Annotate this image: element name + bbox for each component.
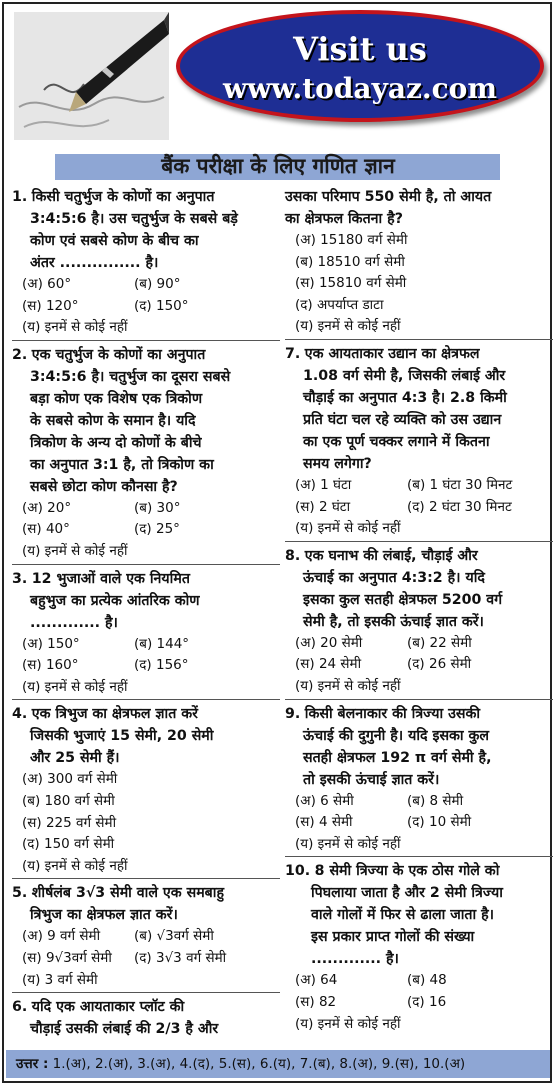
option-row [12,296,280,318]
option-row [285,812,553,834]
answer-option: (अ) 150° [22,635,80,652]
option-row [285,633,553,655]
question-line [12,432,280,454]
option-row [12,813,280,835]
question-text: त्रिभुज का क्षेत्रफल ज्ञात करें। [30,907,178,924]
question-divider [285,541,553,542]
question-line [12,454,280,476]
question-line [285,409,553,431]
question-number: 1. [12,189,28,205]
question-text: और 25 सेमी हैं। [30,750,120,767]
question-line [285,589,553,611]
option-row [12,948,280,970]
option-row [285,252,553,274]
answer-option: (ब) 18510 वर्ग सेमी [295,253,405,270]
answer-key-text: 1.(अ), 2.(अ), 3.(अ), 4.(द), 5.(स), 6.(य), 7.(ब), 8.(अ), 9.(स), 10.(अ) [52,1056,466,1072]
question-line [285,365,553,387]
answer-option: (द) 3√3 वर्ग सेमी [134,949,227,966]
visit-us-text: Visit us [293,30,427,68]
question-block [12,344,280,563]
page-title: बैंक परीक्षा के लिए गणित ज्ञान [161,154,395,178]
question-line [12,476,280,498]
question-text: सबसे छोटा कोण कौनसा है? [30,478,178,495]
answer-option: (द) 16 [407,993,447,1010]
option-row [12,677,280,699]
question-text: एक घनाभ की लंबाई, चौड़ाई और [304,547,478,564]
question-text: शीर्षलंब 3√3 सेमी वाले एक समबाहु [31,885,224,902]
question-line [285,747,553,769]
fountain-pen-image [14,12,169,140]
question-line [12,388,280,410]
answer-option: (अ) 300 वर्ग सेमी [22,771,118,788]
answer-option: (ब) 144° [134,635,190,652]
question-block [12,186,280,339]
question-text: का क्षेत्रफल कितना है? [285,211,403,227]
question-line [285,343,553,365]
question-text: 12 भुजाओं वाले एक नियमित [31,570,190,587]
answer-option: (स) 120° [22,297,79,314]
question-text: तो इसकी ऊंचाई ज्ञात करें। [303,771,440,788]
question-text: ............. है। [30,614,118,631]
question-number: 7. [285,345,301,362]
question-text: के सबसे कोण के समान है। यदि [30,412,196,429]
answer-option: (द) 2 घंटा 30 मिनट [407,498,512,515]
answer-option: (अ) 60° [22,276,72,292]
option-row [12,856,280,878]
question-block [285,860,553,1035]
answer-option: (स) 82 [295,993,337,1010]
option-row [285,834,553,856]
left-column [12,186,280,1040]
answer-option: (य) इनमें से कोई नहीं [295,835,401,852]
option-row [285,497,553,519]
question-block [285,186,553,338]
question-block [12,703,280,877]
header-banner [4,4,552,149]
answer-option: (ब) 8 सेमी [407,792,464,809]
question-text: इसका कुल सतही क्षेत्रफल 5200 वर्ग [303,591,503,608]
question-text: चौड़ाई उसकी लंबाई की 2/3 है और [30,1021,219,1038]
answer-key-label: उत्तर : [16,1056,49,1072]
question-text: एक त्रिभुज का क्षेत्रफल ज्ञात करें [31,706,198,723]
question-text: 3:4:5:6 है। उस चतुर्भुज के सबसे बड़े [30,211,238,227]
question-line [12,252,280,274]
question-text: एक आयताकार उद्यान का क्षेत्रफल [304,345,480,362]
question-line [285,567,553,589]
option-row [285,654,553,676]
question-line [285,387,553,409]
question-line [12,1018,280,1040]
question-number: 9. [285,705,301,722]
answer-option: (अ) 6 सेमी [295,792,354,809]
question-text: चौड़ाई का अनुपात 4:3 है। 2.8 किमी [303,389,507,406]
answer-key-bar [6,1050,550,1078]
answer-option: (द) 10 सेमी [407,814,472,831]
question-text: का एक पूर्ण चक्कर लगाने में कितना [303,433,490,450]
question-text: वाले गोलों में फिर से ढाला जाता है। [311,907,495,924]
question-line [12,996,280,1018]
answer-option: (स) 2 घंटा [295,498,351,515]
option-row [12,634,280,656]
answer-option: (य) इनमें से कोई नहीं [295,318,401,335]
option-row [285,791,553,813]
website-url-link[interactable]: www.todayaz.com [223,72,497,105]
option-row [285,970,553,992]
question-line [285,882,553,904]
question-number: 2. [12,346,28,363]
option-row [285,273,553,295]
answer-option: (द) अपर्याप्त डाटा [295,296,384,313]
answer-option: (ब) 22 सेमी [407,634,472,651]
question-block [285,545,553,698]
question-text: किसी बेलनाकार की त्रिज्या उसकी [304,705,481,722]
question-line [12,230,280,252]
question-line [285,208,553,230]
answer-option: (ब) 1 घंटा 30 मिनट [407,476,513,493]
question-line [285,860,553,882]
question-line [285,703,553,725]
answer-option: (ब) 30° [134,499,181,516]
answer-option: (द) 150 वर्ग सेमी [22,836,115,853]
question-block [12,882,280,991]
question-divider [12,564,280,565]
question-text: सतही क्षेत्रफल 192 π वर्ग सेमी है, [303,749,492,766]
option-row [285,316,553,338]
answer-option: (ब) √3वर्ग सेमी [134,928,214,945]
question-number: 8. [285,547,301,564]
question-text: किसी चतुर्भुज के कोणों का अनुपात [31,189,215,205]
answer-option: (स) 15810 वर्ग सेमी [295,275,407,292]
question-line [12,410,280,432]
question-block [12,568,280,699]
question-line [12,725,280,747]
question-text: सेमी है, तो इसकी ऊंचाई ज्ञात करें। [303,613,484,630]
question-line [285,948,553,970]
question-text: उसका परिमाप 550 सेमी है, तो आयत [285,189,492,205]
question-text: समय लगेगा? [303,455,372,472]
option-row [12,317,280,339]
answer-option: (य) इनमें से कोई नहीं [22,678,128,695]
answer-option: (द) 26 सेमी [407,656,472,673]
question-line [12,703,280,725]
answer-option: (स) 9√3वर्ग सेमी [22,949,112,966]
question-block [12,996,280,1040]
question-line [285,926,553,948]
question-line [12,882,280,904]
option-row [285,518,553,540]
question-text: ............. है। [311,951,399,968]
question-number: 10. [285,863,311,880]
option-row [285,676,553,698]
answer-option: (अ) 1 घंटा [295,476,352,493]
answer-option: (स) 4 सेमी [295,814,353,831]
answer-option: (ब) 48 [407,972,447,989]
question-divider [285,856,553,857]
answer-option: (य) इनमें से कोई नहीं [22,319,128,336]
option-row [12,926,280,948]
answer-option: (द) 156° [134,657,189,674]
option-row [285,1014,553,1036]
question-line [12,904,280,926]
question-number: 4. [12,706,28,723]
question-line [285,769,553,791]
question-line [285,611,553,633]
answer-option: (अ) 64 [295,972,338,989]
answer-option: (द) 150° [134,297,189,314]
question-text: 1.08 वर्ग सेमी है, जिसकी लंबाई और [303,367,506,384]
question-line [285,453,553,475]
option-row [12,791,280,813]
answer-option: (य) इनमें से कोई नहीं [22,542,128,559]
question-line [12,747,280,769]
option-row [12,519,280,541]
option-row [285,295,553,317]
question-text: यदि एक आयताकार प्लॉट की [31,999,185,1016]
question-text: पिघलाया जाता है और 2 सेमी त्रिज्या [311,885,503,902]
answer-option: (य) इनमें से कोई नहीं [22,857,128,874]
answer-option: (स) 160° [22,657,79,674]
question-text: 8 सेमी त्रिज्या के एक ठोस गोले को [314,863,500,880]
question-text: जिसकी भुजाएं 15 सेमी, 20 सेमी [30,728,214,745]
question-divider [285,339,553,340]
answer-option: (य) इनमें से कोई नहीं [295,677,401,694]
question-line [12,208,280,230]
option-row [12,970,280,992]
answer-option: (य) इनमें से कोई नहीं [295,520,401,537]
question-text: ऊंचाई की दुगुनी है। यदि इसका कुल [303,727,490,744]
question-text: प्रति घंटा चल रहे व्यक्ति को उस उद्यान [303,411,502,428]
question-line [285,545,553,567]
answer-option: (य) 3 वर्ग सेमी [22,971,98,988]
answer-option: (अ) 20 सेमी [295,634,363,651]
question-block [285,703,553,856]
answer-option: (स) 24 सेमी [295,656,362,673]
answer-option: (अ) 15180 वर्ग सेमी [295,232,408,248]
question-text: त्रिकोण के अन्य दो कोणों के बीचे [30,434,202,451]
question-divider [12,699,280,700]
question-text: 3:4:5:6 है। चतुर्भुज का दूसरा सबसे [30,368,231,385]
answer-option: (ब) 180 वर्ग सेमी [22,792,115,809]
question-line [12,590,280,612]
option-row [12,769,280,791]
option-row [12,655,280,677]
question-divider [285,699,553,700]
question-text: बड़ा कोण एक विशेष एक त्रिकोण [30,390,203,407]
answer-option: (य) इनमें से कोई नहीं [295,1015,401,1032]
answer-option: (अ) 20° [22,499,72,516]
answer-option: (द) 25° [134,521,180,538]
option-row [12,274,280,296]
question-line [12,366,280,388]
question-number: 5. [12,885,28,902]
option-row [285,230,553,252]
question-line [12,186,280,208]
question-text: का अनुपात 3:1 है, तो त्रिकोण का [30,456,214,473]
question-text: एक चतुर्भुज के कोणों का अनुपात [31,346,206,363]
answer-option: (स) 225 वर्ग सेमी [22,814,117,831]
right-column [285,186,553,1035]
option-row [285,475,553,497]
question-divider [12,878,280,879]
question-line [12,344,280,366]
question-divider [12,340,280,341]
option-row [12,541,280,563]
question-text: इस प्रकार प्राप्त गोलों की संख्या [311,929,475,946]
question-line [285,725,553,747]
question-number: 6. [12,999,28,1016]
question-text: अंतर ............... है। [30,255,159,271]
question-text: बहुभुज का प्रत्येक आंतरिक कोण [30,592,200,609]
question-number: 3. [12,570,28,587]
question-divider [12,992,280,993]
question-line [285,904,553,926]
question-line [12,568,280,590]
answer-option: (अ) 9 वर्ग सेमी [22,928,101,945]
option-row [12,498,280,520]
question-line [12,612,280,634]
option-row [12,834,280,856]
answer-option: (स) 40° [22,521,70,538]
question-block [285,343,553,540]
question-line [285,431,553,453]
pen-icon [14,12,169,140]
option-row [285,992,553,1014]
answer-option: (ब) 90° [134,276,181,292]
question-line [285,186,553,208]
visit-us-oval[interactable] [176,10,544,122]
question-text: ऊंचाई का अनुपात 4:3:2 है। यदि [303,569,485,586]
question-text: कोण एवं सबसे कोण के बीच का [30,233,199,249]
